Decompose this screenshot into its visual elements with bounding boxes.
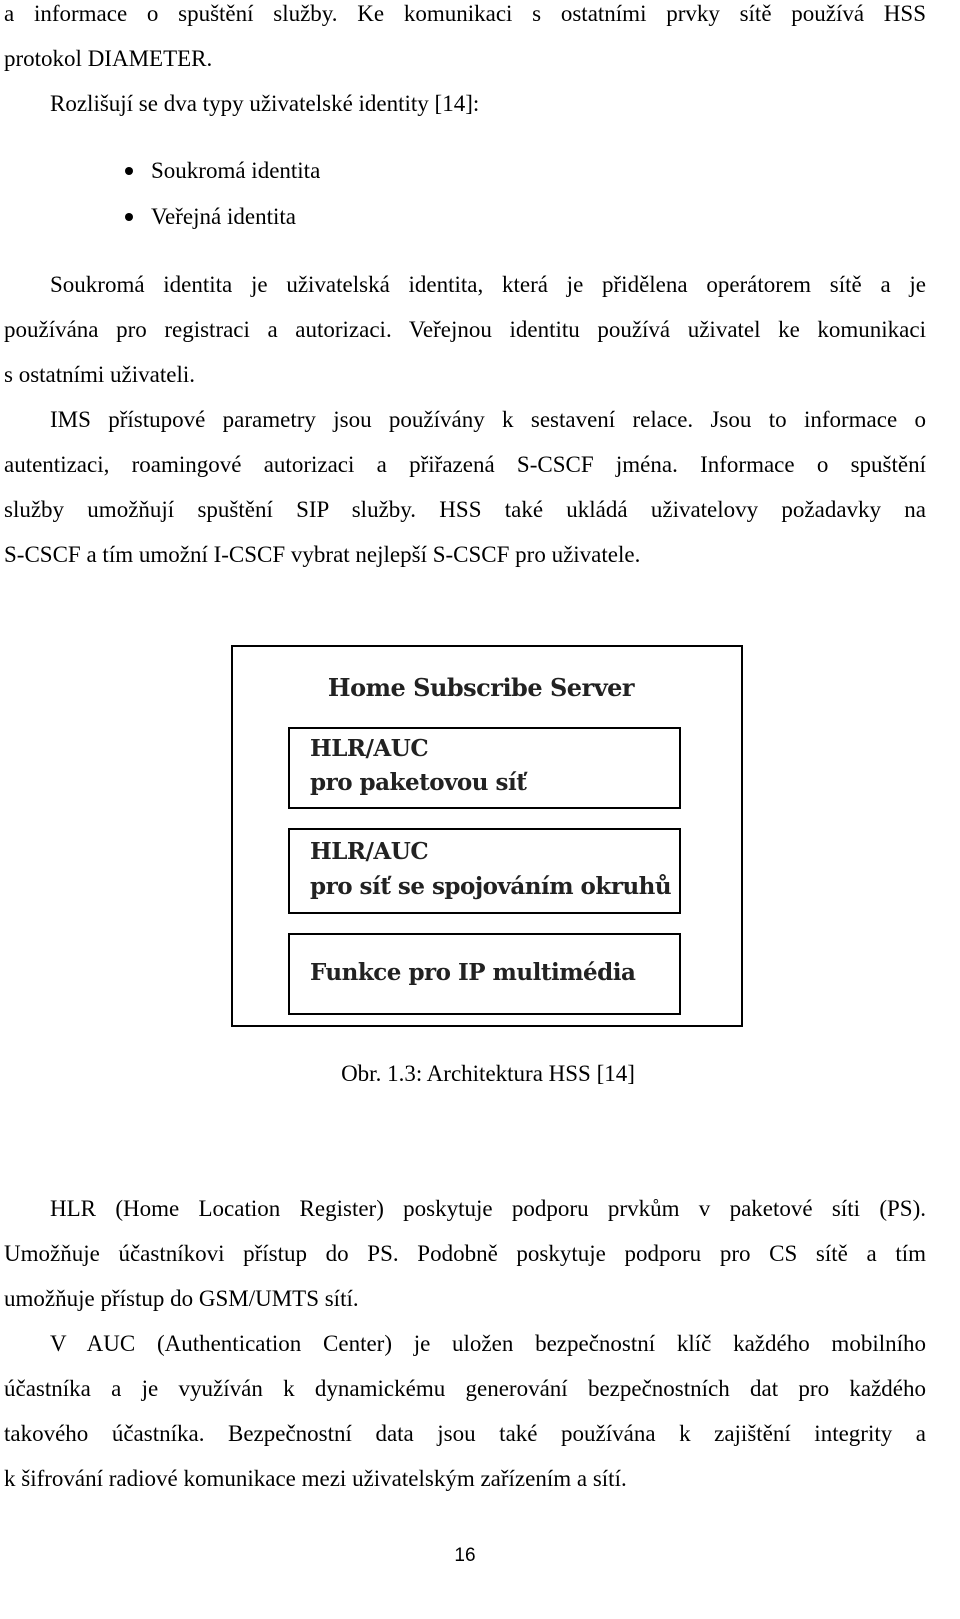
box-label-line1: Funkce pro IP multimédia (310, 959, 636, 986)
paragraph5-line3: umožňuje přístup do GSM/UMTS sítí. (4, 1286, 359, 1311)
paragraph4-line3: služby umožňují spuštění SIP služby. HSS také ukládá uživatelovy požadavky na (4, 497, 926, 522)
figure-caption: Obr. 1.3: Architektura HSS [14] (341, 1061, 635, 1086)
paragraph3-line1: Soukromá identita je uživatelská identita, která je přidělena operátorem sítě a je (50, 272, 926, 297)
paragraph3-line2: používána pro registraci a autorizaci. Veřejnou identitu používá uživatel ke komunikaci (4, 317, 926, 342)
box-label-line2: pro síť se spojováním okruhů (310, 873, 672, 900)
list-item (125, 157, 320, 185)
box-label-line1: HLR/AUC (310, 735, 429, 762)
paragraph4-line2: autentizaci, roamingové autorizaci a přiřazená S-CSCF jména. Informace o spuštění (4, 452, 926, 477)
bullet-text: Soukromá identita (151, 158, 321, 183)
bullet-icon (125, 167, 133, 175)
paragraph5-line2: Umožňuje účastníkovi přístup do PS. Podobně poskytuje podporu pro CS sítě a tím (4, 1241, 926, 1266)
paragraph1-line1: a informace o spuštění služby. Ke komunikaci s ostatními prvky sítě používá HSS (4, 1, 926, 26)
paragraph3-line3: s ostatními uživateli. (4, 362, 195, 387)
bullet-text: Veřejná identita (151, 204, 296, 229)
paragraph6-line2: účastníka a je využíván k dynamickému generování bezpečnostních dat pro každého (4, 1376, 926, 1401)
ip-multimedia-functions-box (288, 933, 681, 1015)
paragraph4-line1: IMS přístupové parametry jsou používány k sestavení relace. Jsou to informace o (50, 407, 926, 432)
list-item (125, 203, 296, 231)
box-label-line2: pro paketovou síť (310, 769, 527, 796)
paragraph6-line1: V AUC (Authentication Center) je uložen bezpečnostní klíč každého mobilního (50, 1331, 926, 1356)
box-label-line1: HLR/AUC (310, 838, 429, 865)
paragraph6-line4: k šifrování radiové komunikace mezi uživatelským zařízením a sítí. (4, 1466, 627, 1491)
figure-title: Home Subscribe Server (327, 673, 635, 702)
hlr-auc-circuit-box (288, 828, 681, 914)
hss-architecture-figure (231, 645, 743, 1027)
paragraph6-line3: takového účastníka. Bezpečnostní data jsou také používána k zajištění integrity a (4, 1421, 926, 1446)
paragraph1-line2: protokol DIAMETER. (4, 46, 213, 71)
bullet-icon (125, 213, 133, 221)
page-number: 16 (454, 1545, 476, 1566)
paragraph4-line4: S-CSCF a tím umožní I-CSCF vybrat nejlepší S-CSCF pro uživatele. (4, 542, 641, 567)
identity-types-intro: Rozlišují se dva typy uživatelské identity [14]: (50, 91, 480, 116)
hlr-auc-packet-box (288, 727, 681, 809)
paragraph5-line1: HLR (Home Location Register) poskytuje podporu prvkům v paketové síti (PS). (50, 1196, 926, 1221)
